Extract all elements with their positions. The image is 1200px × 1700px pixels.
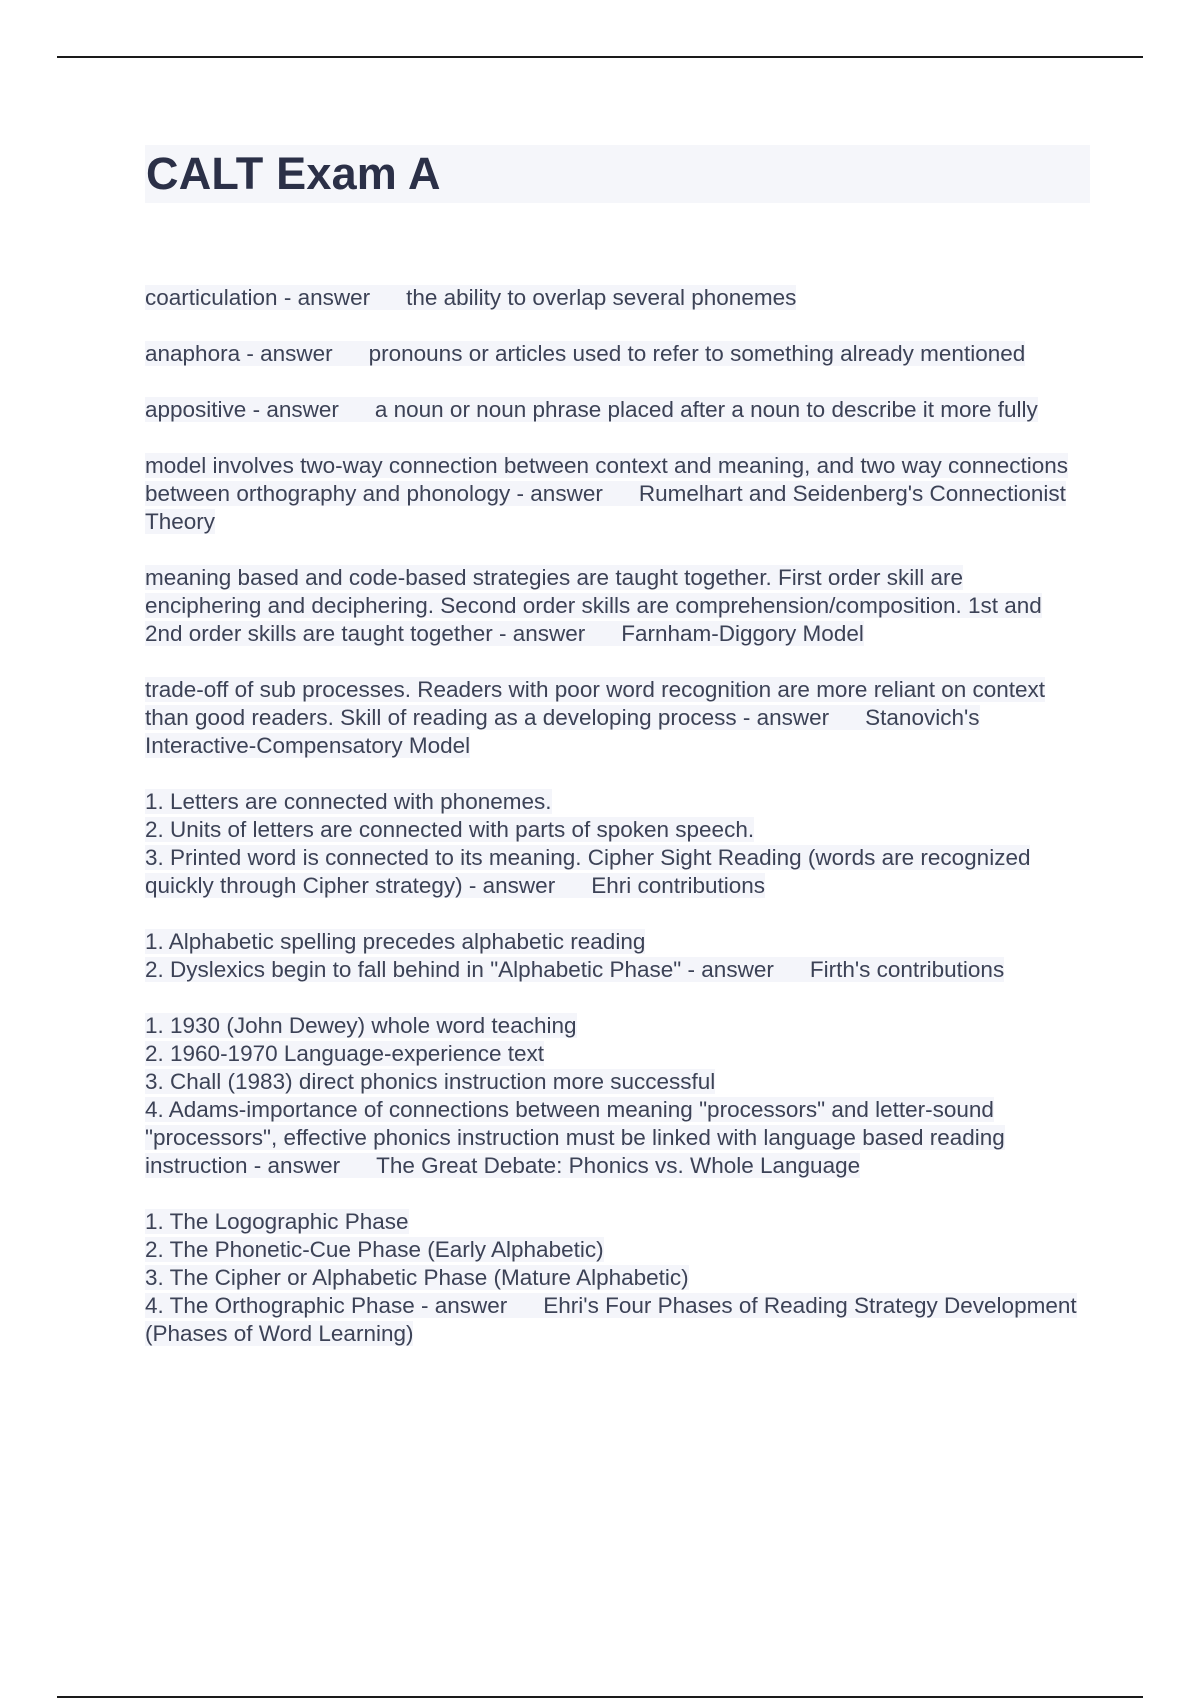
flashcard	[145, 928, 1080, 984]
flashcard-text	[145, 1209, 1077, 1346]
flashcard	[145, 1012, 1080, 1180]
flashcard-term-line: 3. The Cipher or Alphabetic Phase (Mature Alphabetic)	[145, 1265, 689, 1290]
flashcard-term-line: model involves two-way connection between context and meaning, and two way connections between orthography and phonology	[145, 453, 1069, 506]
flashcard-text	[145, 285, 796, 310]
flashcard	[145, 1208, 1080, 1348]
flashcard-term-line: 4. Adams-importance of connections between meaning "processors" and letter-sound "processors", effective phonics instruction must be linked with language based reading instruction	[145, 1097, 1005, 1178]
flashcard-definition: Ehri contributions	[591, 873, 766, 898]
page-title: CALT Exam A	[146, 148, 441, 199]
flashcard-text	[145, 341, 1025, 366]
flashcard-term-line: 1. Letters are connected with phonemes.	[145, 789, 552, 814]
answer-separator: - answer	[736, 705, 830, 730]
flashcard-term-line: 1. 1930 (John Dewey) whole word teaching	[145, 1013, 577, 1038]
answer-separator: - answer	[462, 873, 556, 898]
flashcard	[145, 676, 1080, 760]
flashcard-text	[145, 929, 1004, 982]
bottom-rule	[57, 1696, 1143, 1698]
flashcard-definition: Farnham-Diggory Model	[621, 621, 864, 646]
flashcard	[145, 564, 1080, 648]
answer-separator: - answer	[681, 957, 774, 982]
flashcard-term-line: 1. Alphabetic spelling precedes alphabetic reading	[145, 929, 646, 954]
answer-separator: - answer	[510, 481, 603, 506]
flashcard-term-line: 3. Printed word is connected to its meaning. Cipher Sight Reading (words are recognized quickly through Cipher strategy)	[145, 845, 1031, 898]
flashcard-text	[145, 1013, 1005, 1178]
flashcard-text	[145, 677, 1045, 758]
flashcard-definition: the ability to overlap several phonemes	[406, 285, 797, 310]
flashcard-definition: a noun or noun phrase placed after a noun to describe it more fully	[374, 397, 1038, 422]
flashcard-text	[145, 453, 1068, 534]
flashcard-text	[145, 397, 1038, 422]
answer-separator: - answer	[414, 1293, 508, 1318]
answer-separator: - answer	[247, 1153, 341, 1178]
flashcard-term-line: meaning based and code-based strategies are taught together. First order skill are enciphering and deciphering. Second order skills are comprehension/composition. 1st and 2nd order skills are taught together	[145, 565, 1042, 646]
flashcard-term-line: appositive	[145, 397, 247, 422]
flashcard-term-line: 2. The Phonetic-Cue Phase (Early Alphabetic)	[145, 1237, 604, 1262]
flashcard-definition: pronouns or articles used to refer to something already mentioned	[368, 341, 1026, 366]
flashcard	[145, 788, 1080, 900]
flashcard-term-line: 2. Dyslexics begin to fall behind in "Alphabetic Phase"	[145, 957, 682, 982]
flashcard-definition: Stanovich's Interactive-Compensatory Model	[145, 705, 980, 758]
flashcard-term-line: 1. The Logographic Phase	[145, 1209, 409, 1234]
flashcard-term-line: 2. Units of letters are connected with parts of spoken speech.	[145, 817, 755, 842]
flashcard-definition: Firth's contributions	[809, 957, 1005, 982]
flashcard	[145, 452, 1080, 536]
answer-separator: - answer	[277, 285, 371, 310]
answer-separator: - answer	[246, 397, 339, 422]
flashcard-definition: The Great Debate: Phonics vs. Whole Language	[376, 1153, 861, 1178]
flashcard	[145, 284, 1080, 312]
flashcard	[145, 396, 1080, 424]
flashcard-term-line: trade-off of sub processes. Readers with poor word recognition are more reliant on context than good readers. Skill of reading as a developing process	[145, 677, 1046, 730]
flashcard-term-line: 3. Chall (1983) direct phonics instruction more successful	[145, 1069, 716, 1094]
flashcard-text	[145, 789, 1030, 898]
top-rule	[57, 56, 1143, 58]
flashcard-definition: Rumelhart and Seidenberg's Connectionist Theory	[145, 481, 1066, 534]
flashcard-term-line: 4. The Orthographic Phase	[145, 1293, 415, 1318]
flashcard-term-line: 2. 1960-1970 Language-experience text	[145, 1041, 545, 1066]
answer-separator: - answer	[492, 621, 586, 646]
flashcard-term-line: anaphora	[145, 341, 241, 366]
flashcard-list	[145, 284, 1080, 1376]
flashcard-term-line: coarticulation	[145, 285, 278, 310]
flashcard-text	[145, 565, 1042, 646]
answer-separator: - answer	[240, 341, 333, 366]
flashcard	[145, 340, 1080, 368]
flashcard-definition: Ehri's Four Phases of Reading Strategy Development (Phases of Word Learning)	[145, 1293, 1077, 1346]
